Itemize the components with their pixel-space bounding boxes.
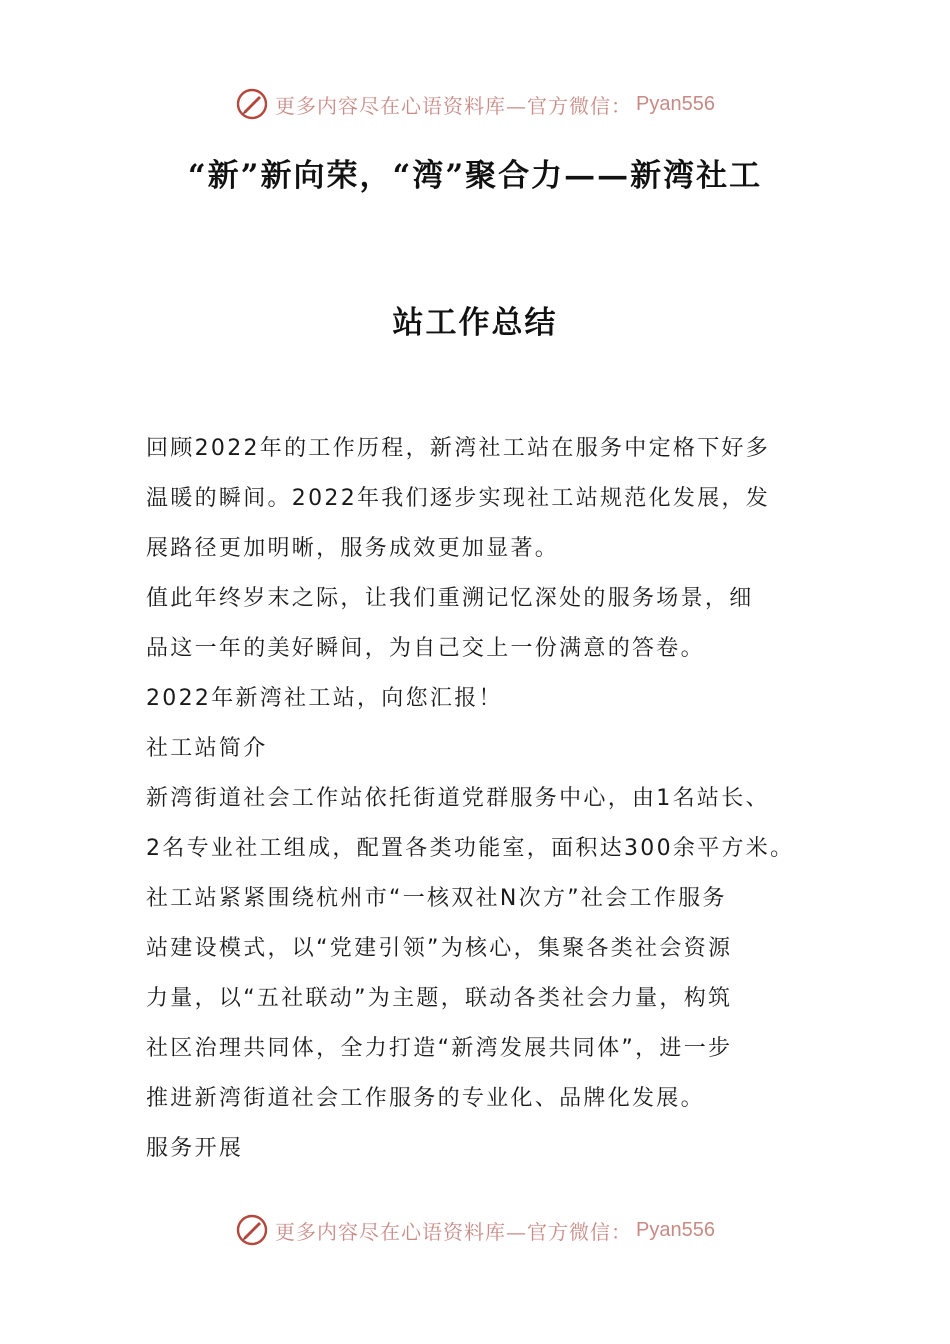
body-line: 力量，以“五社联动”为主题，联动各类社会力量，构筑 (146, 986, 733, 1011)
body-line: 2022年新湾社工站，向您汇报！ (146, 686, 503, 711)
pen-logo-icon (235, 1213, 269, 1247)
watermark-text: 更多内容尽在心语资料库—官方微信： (275, 93, 633, 118)
body-line: 回顾2022年的工作历程，新湾社工站在服务中定格下好多 (146, 436, 771, 461)
body-line: 社区治理共同体，全力打造“新湾发展共同体”，进一步 (146, 1036, 733, 1061)
body-line: 站建设模式，以“党建引领”为核心，集聚各类社会资源 (146, 936, 733, 961)
body-line: 温暖的瞬间。2022年我们逐步实现社工站规范化发展，发 (146, 486, 771, 511)
body-line: 推进新湾街道社会工作服务的专业化、品牌化发展。 (146, 1086, 705, 1111)
watermark-banner-top (0, 84, 950, 124)
document-title-line-1: “新”新向荣，“湾”聚合力——新湾社工 (187, 158, 763, 194)
document-title-line-2: 站工作总结 (392, 305, 558, 341)
watermark-handle: Pyan556 (636, 1218, 715, 1241)
body-line: 值此年终岁末之际，让我们重溯记忆深处的服务场景，细 (146, 586, 754, 611)
watermark-handle: Pyan556 (636, 92, 715, 115)
section-heading: 社工站简介 (146, 736, 268, 761)
body-line: 新湾街道社会工作站依托街道党群服务中心，由1名站长、 (146, 786, 770, 811)
watermark-banner-bottom (0, 1210, 950, 1250)
pen-logo-icon (235, 87, 269, 121)
body-line: 2名专业社工组成，配置各类功能室，面积达300余平方米。 (146, 836, 795, 861)
section-heading: 服务开展 (146, 1136, 244, 1161)
document-body (146, 424, 814, 1174)
body-line: 社工站紧紧围绕杭州市“一核双社N次方”社会工作服务 (146, 886, 727, 911)
body-line: 品这一年的美好瞬间，为自己交上一份满意的答卷。 (146, 636, 705, 661)
body-line: 展路径更加明晰，服务成效更加显著。 (146, 536, 560, 561)
watermark-text: 更多内容尽在心语资料库—官方微信： (275, 1219, 633, 1244)
